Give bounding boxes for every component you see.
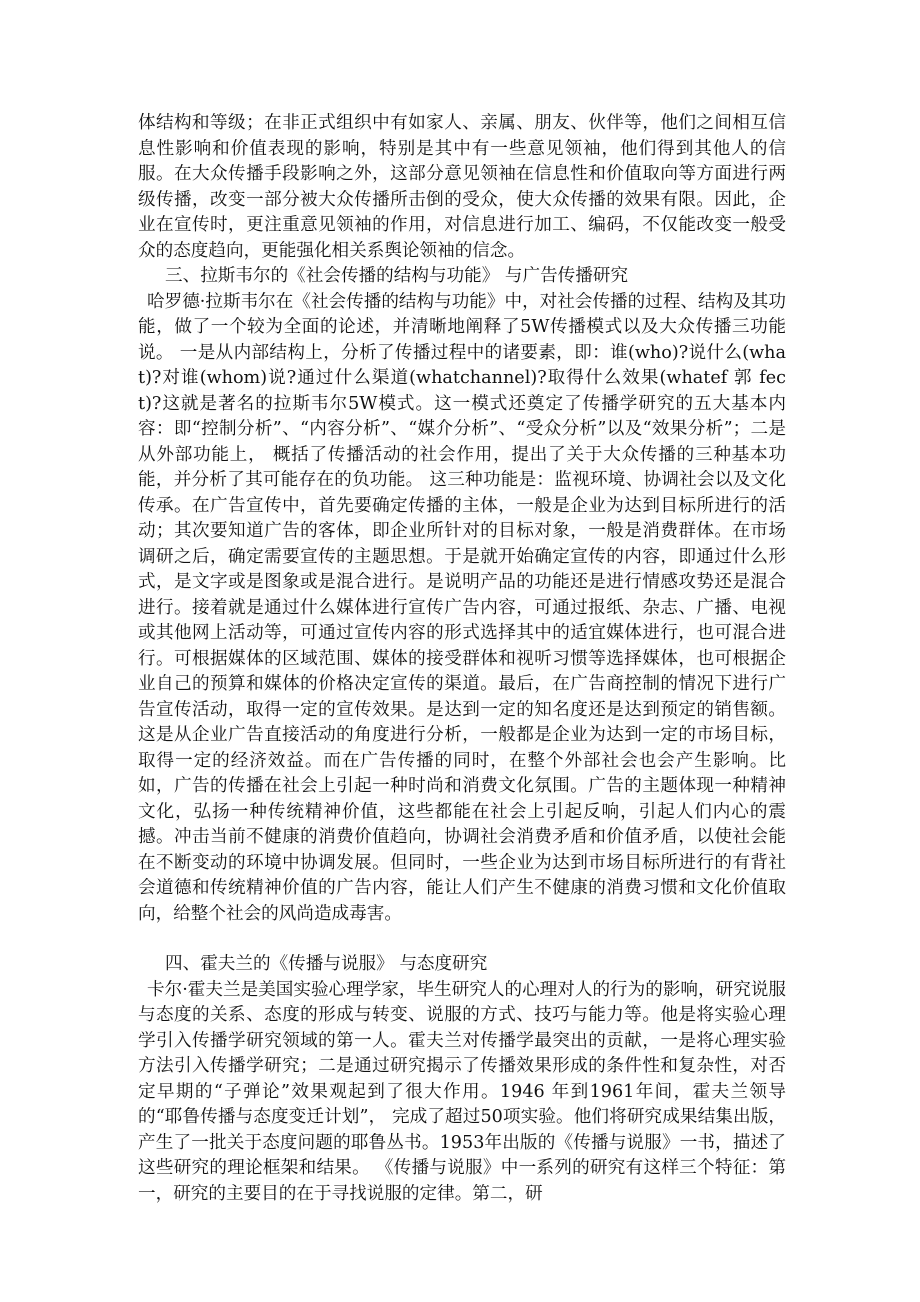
body-paragraph-lasswell: 哈罗德·拉斯韦尔在《社会传播的结构与功能》中，对社会传播的过程、结构及其功能，做了一个较为全面的论述，并清晰地阐释了5W传播模式以及大众传播三功能说。 一是从内部结构上，分析了传播过程中的诸要素，即：谁(who)?说什么(what)?对谁(whom)说?通过什么渠道(whatchannel)?取得什么效果(whatef 郭 fect)?这就是著名的拉斯韦尔5W模式。这一模式还奠定了传播学研究的五大基本内容：即“控制分析”、“内容分析”、“媒介分析”、“受众分析”以及“效果分析”；二是从外部功能上， 概括了传播活动的社会作用，提出了关于大众传播的三种基本功能，并分析了其可能存在的负功能。 这三种功能是：监视环境、协调社会以及文化传承。在广告宣传中，首先要确定传播的主体，一般是企业为达到目标所进行的活动；其次要知道广告的客体，即企业所针对的目标对象，一般是消费群体。在市场调研之后，确定需要宣传的主题思想。于是就开始确定宣传的内容，即通过什么形式，是文字或是图象或是混合进行。是说明产品的功能还是进行情感攻势还是混合进行。接着就是通过什么媒体进行宣传广告内容，可通过报纸、杂志、广播、电视或其他网上活动等，可通过宣传内容的形式选择其中的适宜媒体进行，也可混合进行。可根据媒体的区域范围、媒体的接受群体和视听习惯等选择媒体，也可根据企业自己的预算和媒体的价格决定宣传的渠道。最后，在广告商控制的情况下进行广告宣传活动，取得一定的宣传效果。是达到一定的知名度还是达到预定的销售额。这是从企业广告直接活动的角度进行分析，一般都是企业为达到一定的市场目标，取得一定的经济效益。而在广告传播的同时，在整个外部社会也会产生影响。比如，广告的传播在社会上引起一种时尚和消费文化氛围。广告的主题体现一种精神文化，弘扬一种传统精神价值，这些都能在社会上引起反响，引起人们内心的震撼。冲击当前不健康的消费价值趋向，协调社会消费矛盾和价值矛盾，以使社会能在不断变动的环境中协调发展。但同时，一些企业为达到市场目标所进行的有背社会道德和传统精神价值的广告内容，能让人们产生不健康的消费习惯和文化价值取向，给整个社会的风尚造成毒害。 bbox=[138, 291, 786, 924]
document-page bbox=[138, 111, 786, 1207]
section-heading-hovland: 四、霍夫兰的《传播与说服》 与态度研究 bbox=[165, 954, 488, 974]
body-paragraph-hovland: 卡尔·霍夫兰是美国实验心理学家，毕生研究人的心理对人的行为的影响，研究说服与态度的关系、态度的形成与转变、说服的方式、技巧与能力等。他是将实验心理学引入传播学研究领域的第一人。霍夫兰对传播学最突出的贡献，一是将心理实验方法引入传播学研究；二是通过研究揭示了传播效果形成的条件性和复杂性，对否定早期的“子弹论”效果观起到了很大作用。1946 年到1961年间，霍夫兰领导的“耶鲁传播与态度变迁计划”， 完成了超过50项实验。他们将研究成果结集出版，产生了一批关于态度问题的耶鲁丛书。1953年出版的《传播与说服》一书，描述了这些研究的理论框架和结果。 《传播与说服》中一系列的研究有这样三个特征：第一，研究的主要目的在于寻找说服的定律。第二，研 bbox=[138, 979, 786, 1204]
paragraph-gap bbox=[138, 927, 786, 952]
body-paragraph-opinion-leaders: 体结构和等级；在非正式组织中有如家人、亲属、朋友、伙伴等，他们之间相互信息性影响和价值表现的影响，特别是其中有一些意见领袖，他们得到其他人的信服。在大众传播手段影响之外，这部分意见领袖在信息性和价值取向等方面进行两级传播，改变一部分被大众传播所击倒的受众，使大众传播的效果有限。因此，企业在宣传时，更注重意见领袖的作用，对信息进行加工、编码，不仅能改变一般受众的态度趋向，更能强化相关系舆论领袖的信念。 bbox=[138, 113, 786, 261]
section-heading-lasswell: 三、拉斯韦尔的《社会传播的结构与功能》 与广告传播研究 bbox=[165, 266, 629, 286]
